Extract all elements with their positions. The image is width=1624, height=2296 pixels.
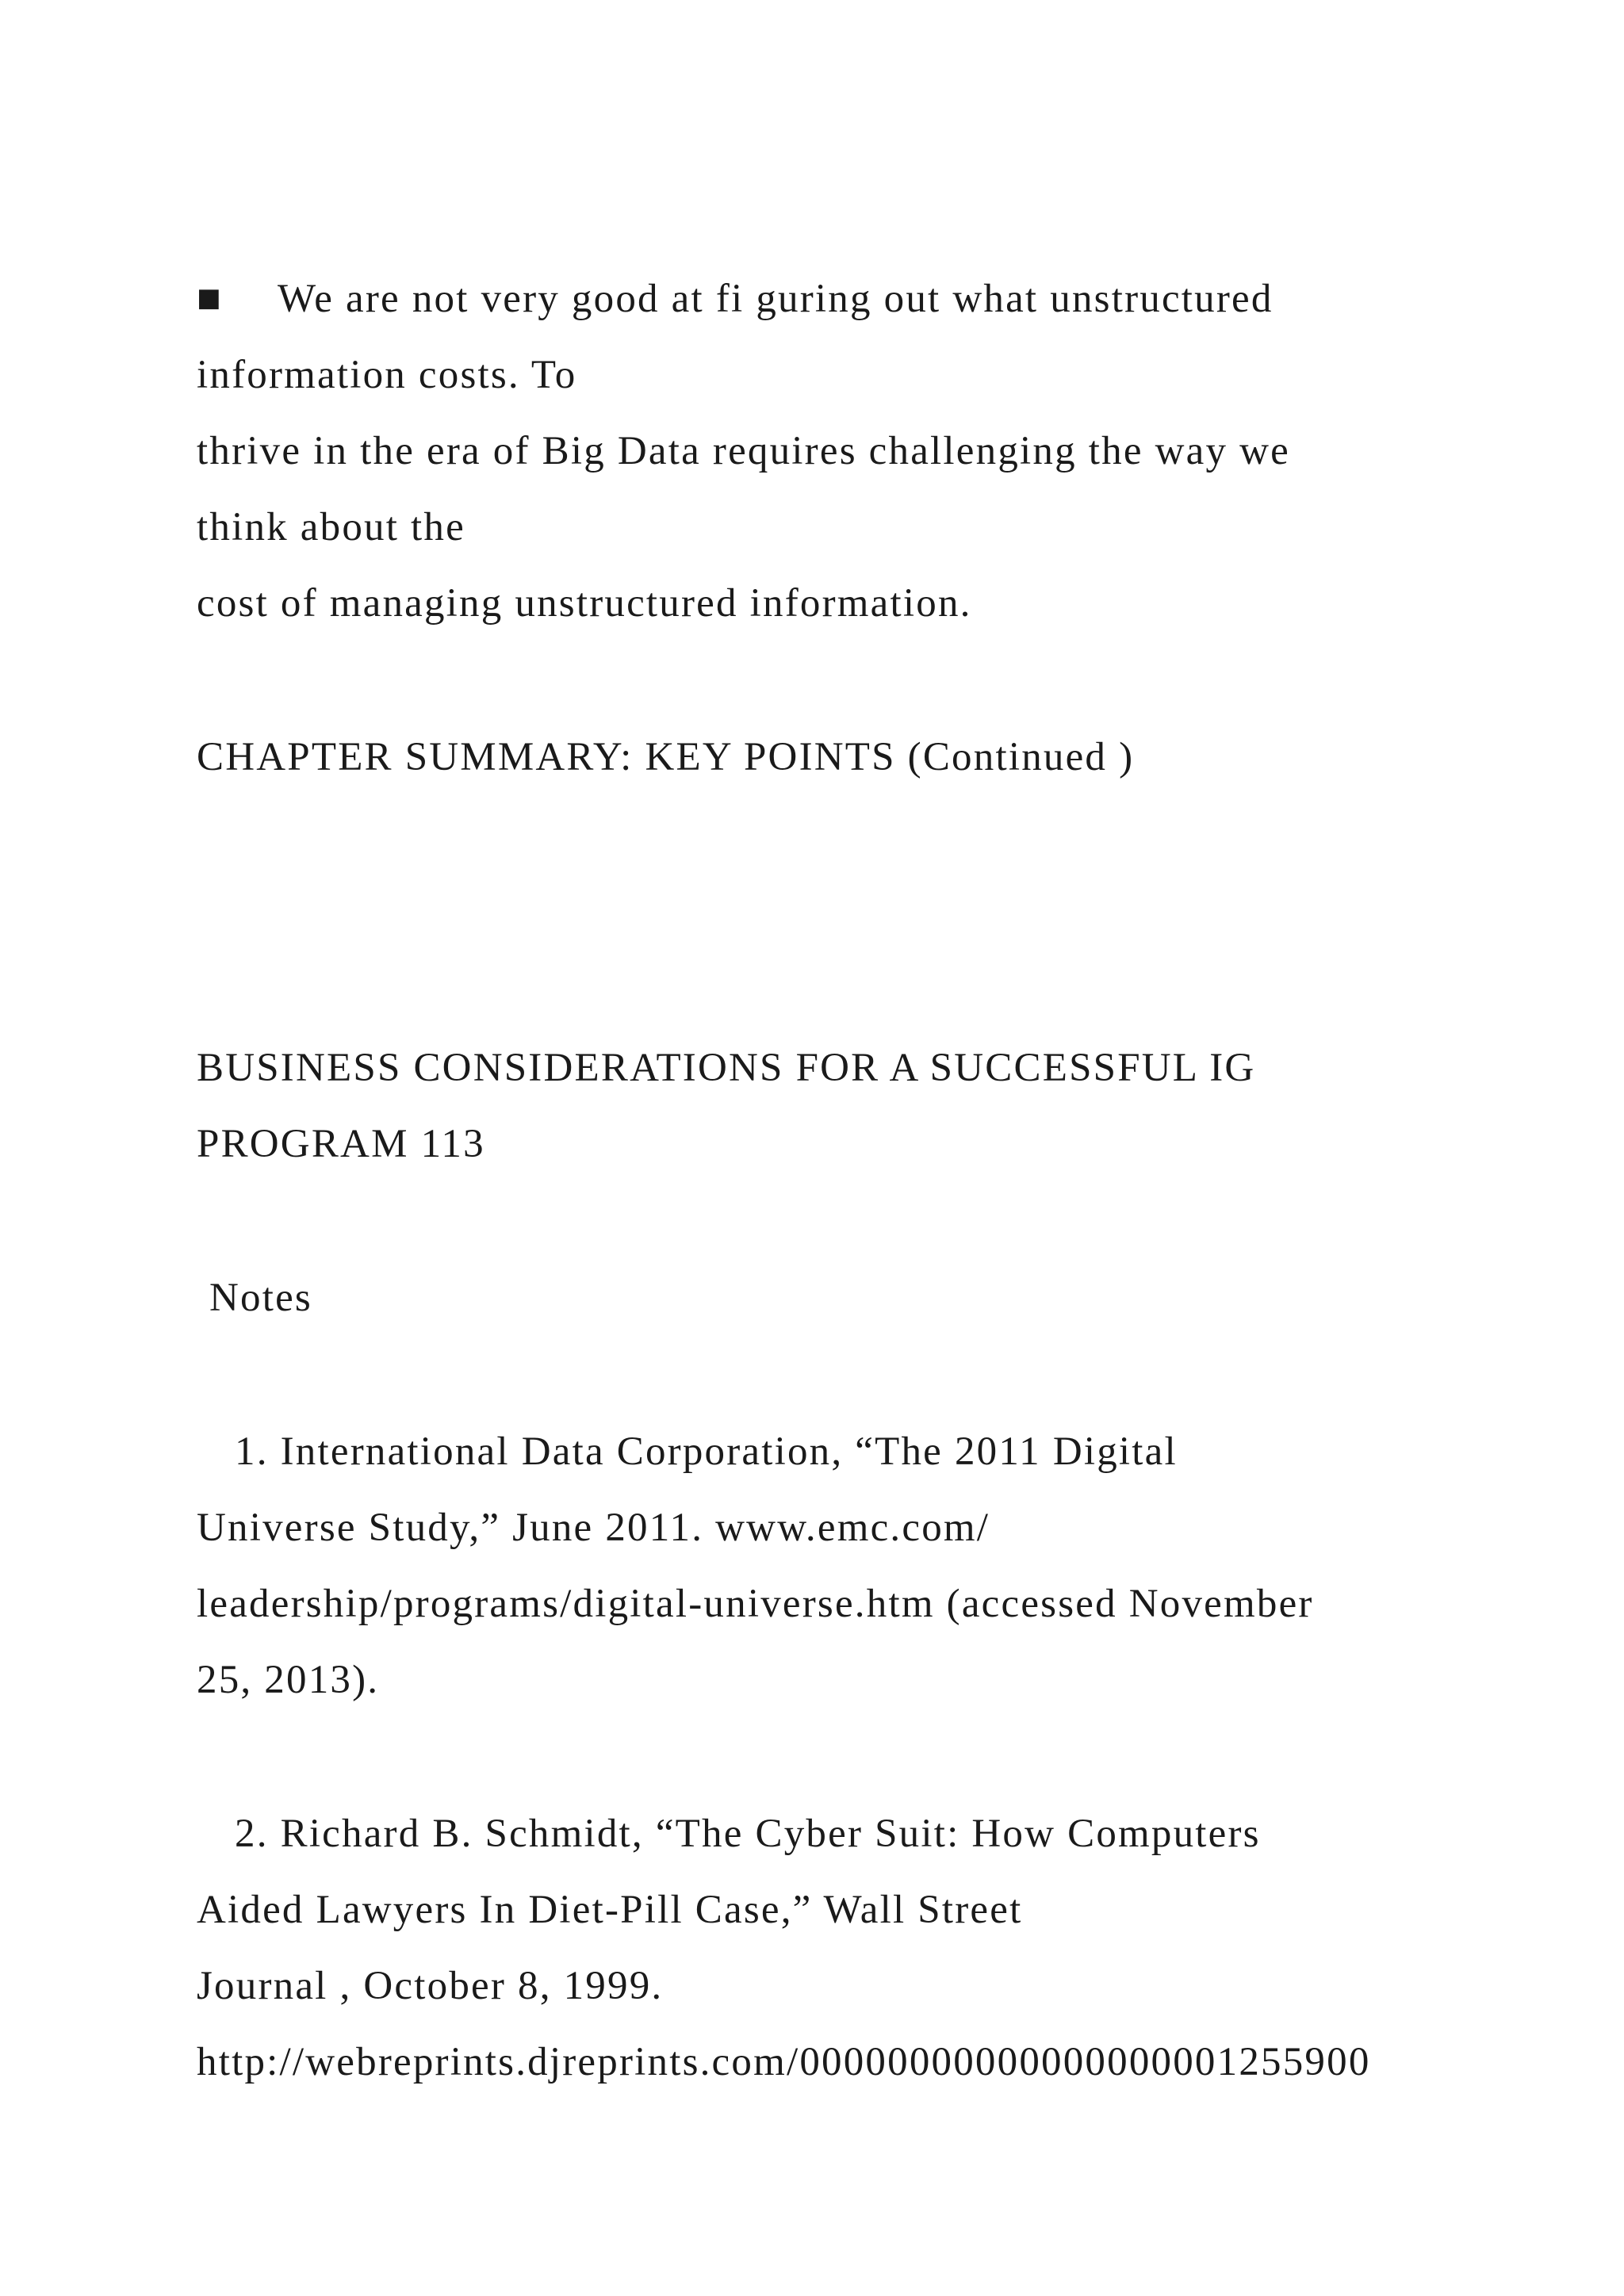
running-header-line-2: PROGRAM 113 <box>197 1122 485 1166</box>
note-2-line-1: 2. Richard B. Schmidt, “The Cyber Suit: How Computers <box>235 1812 1261 1856</box>
summary-line-4: think about the <box>197 505 465 549</box>
summary-text: We are not very good at fi guring out what unstructured <box>278 277 1274 321</box>
note-1-line-1: 1. International Data Corporation, “The 2011 Digital <box>235 1429 1178 1474</box>
note-2-line-3: Journal , October 8, 1999. <box>197 1964 664 2008</box>
note-1-line-3: leadership/programs/digital-universe.htm (accessed November <box>197 1582 1314 1626</box>
chapter-summary-heading: CHAPTER SUMMARY: KEY POINTS (Continued ) <box>197 735 1135 779</box>
summary-line-5: cost of managing unstructured information. <box>197 581 972 626</box>
notes-heading: Notes <box>209 1276 312 1320</box>
running-header-line-1: BUSINESS CONSIDERATIONS FOR A SUCCESSFUL IG <box>197 1046 1256 1090</box>
summary-line-2: information costs. To <box>197 353 577 397</box>
summary-line-1 <box>197 279 1274 320</box>
note-2-line-2: Aided Lawyers In Diet-Pill Case,” Wall Street <box>197 1888 1023 1932</box>
note-2-line-4: http://webreprints.djreprints.com/00000000000000000001255900 <box>197 2040 1371 2084</box>
note-1-line-2: Universe Study,” June 2011. www.emc.com/ <box>197 1506 990 1550</box>
summary-line-3: thrive in the era of Big Data requires challenging the way we <box>197 429 1290 473</box>
note-1-line-4: 25, 2013). <box>197 1658 380 1702</box>
square-bullet-icon: ■ <box>197 277 224 321</box>
